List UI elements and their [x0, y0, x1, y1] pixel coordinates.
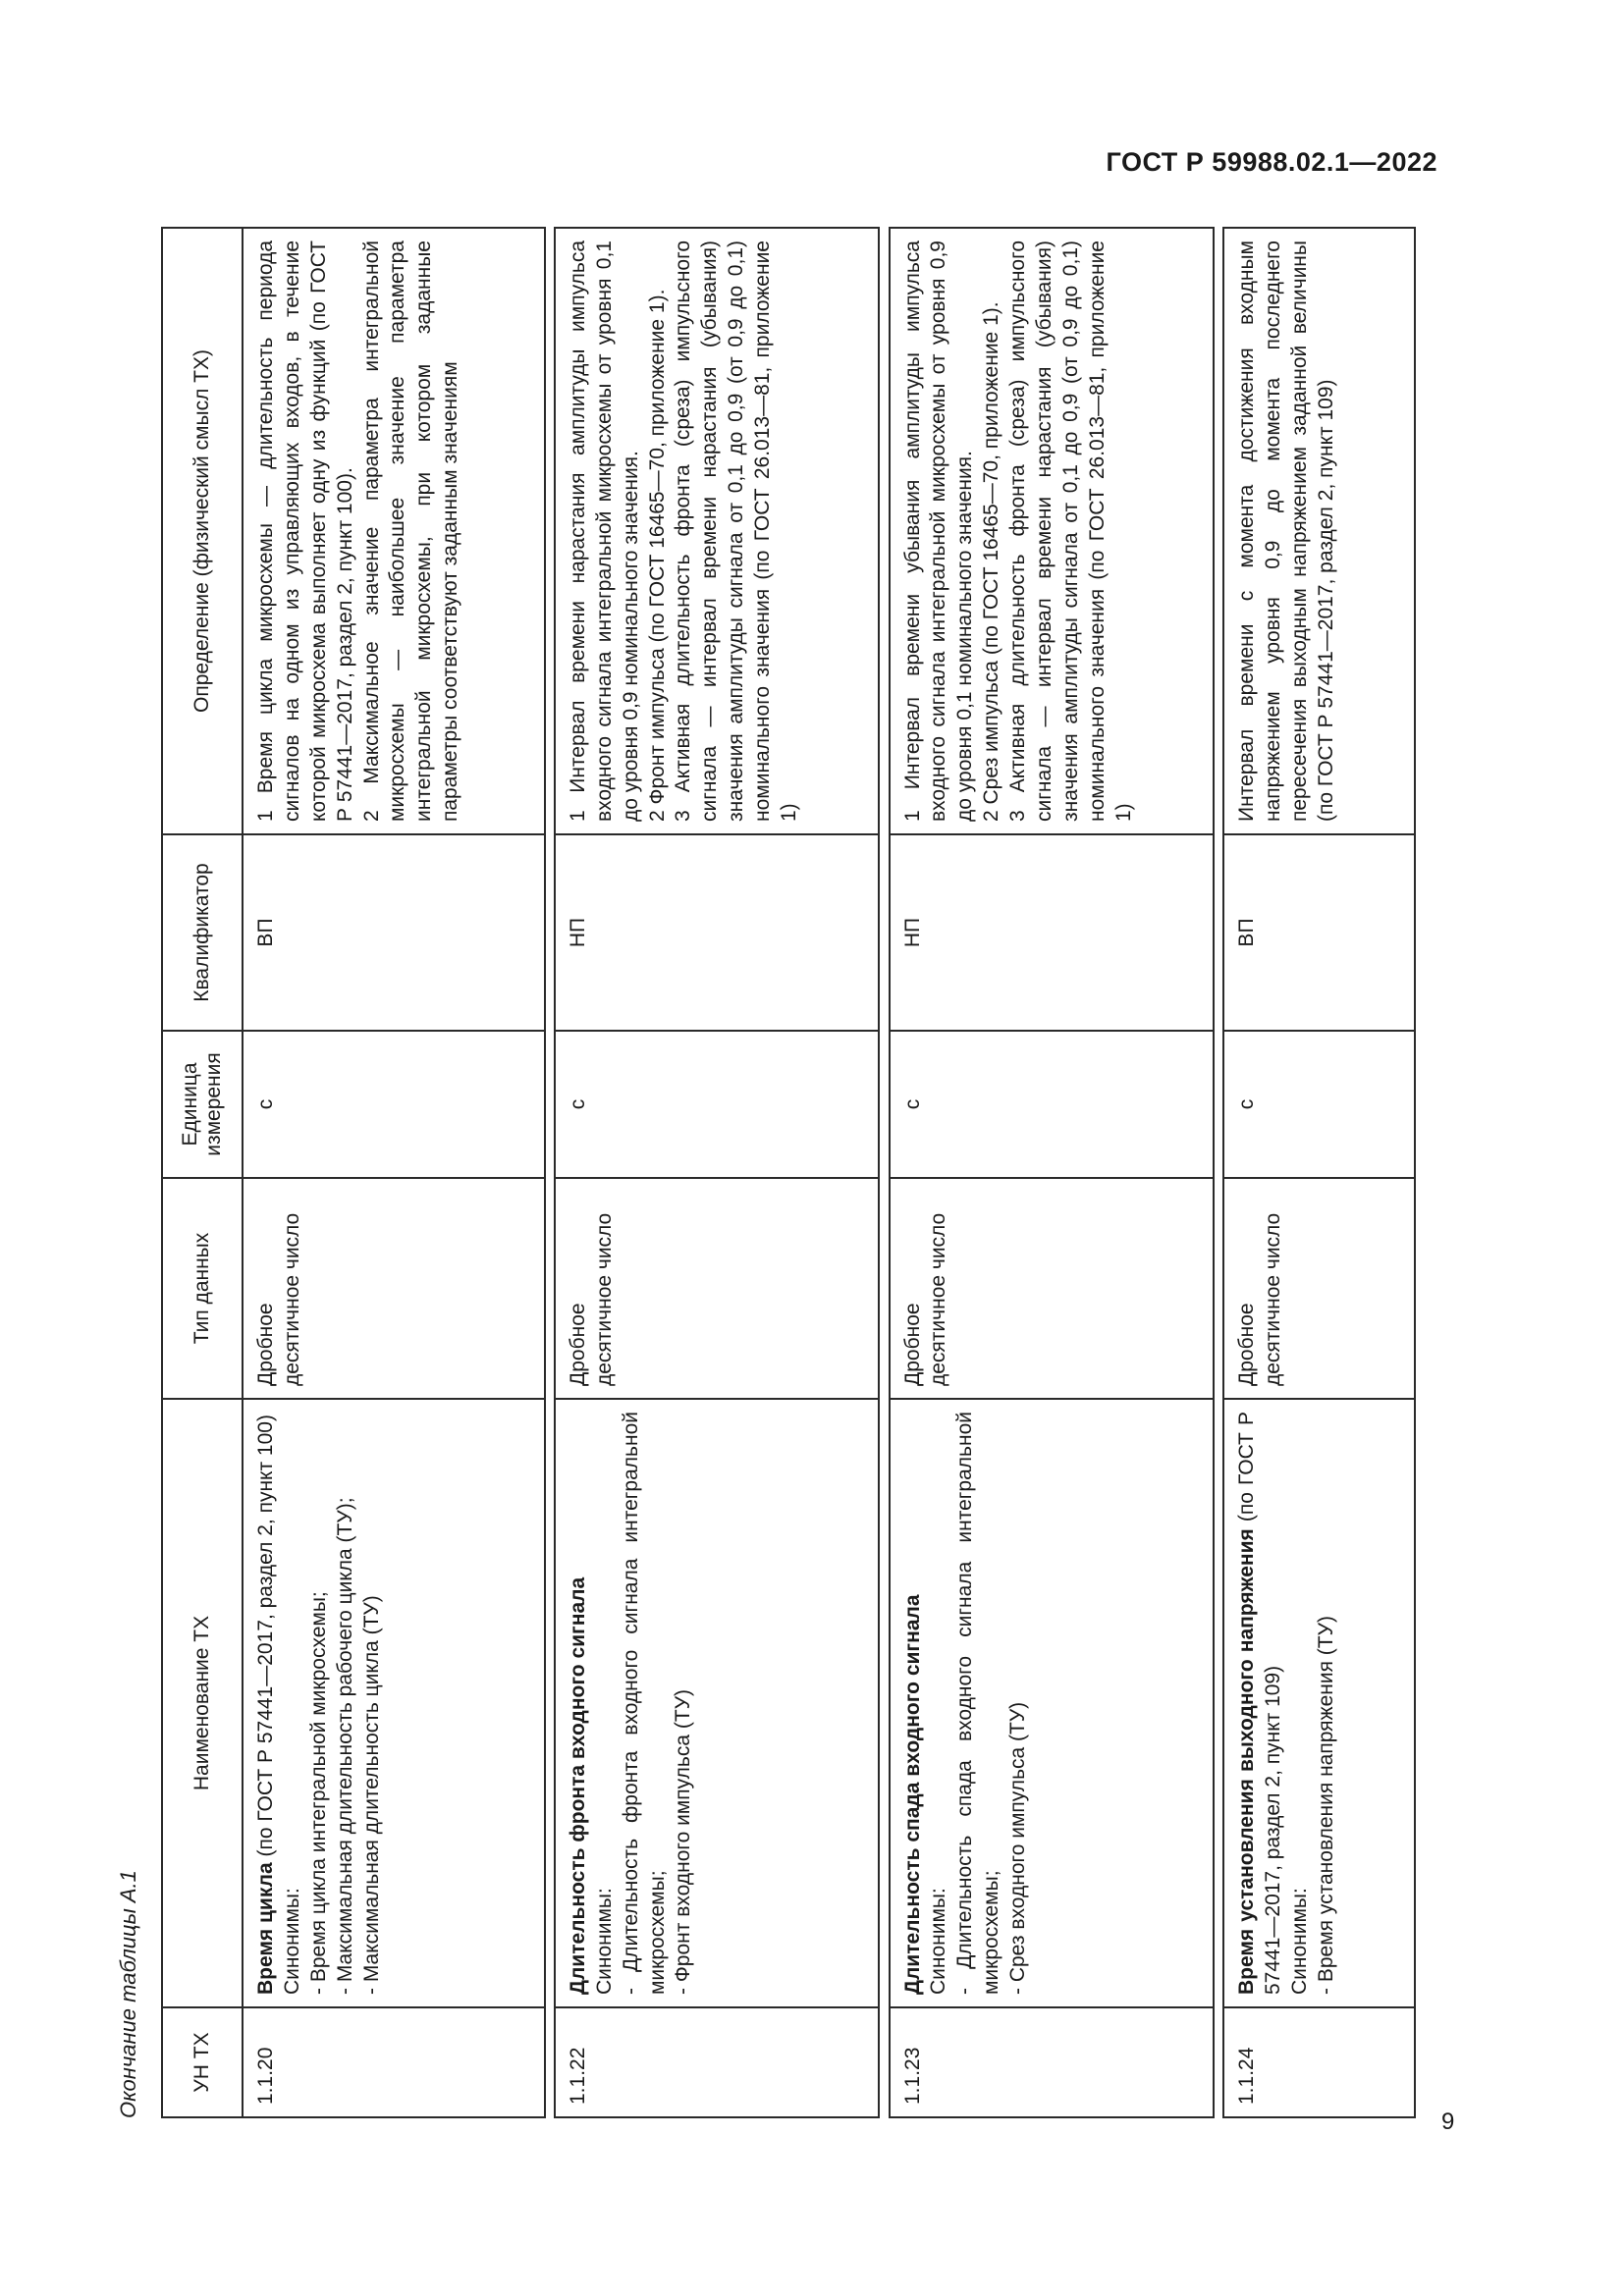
header-code: УН ТХ	[162, 2007, 243, 2117]
definition-item: 3 Активная длительность фронта (среза) импульсного сигнала — интервал времени нарастания (убывания) значения амплитуды сигнала от 0,1 до 0,9 (от 0,9 до 0,1) номинального значения (по ГОСТ 26.013—81, приложение 1)	[1006, 240, 1135, 822]
cell-definition	[243, 228, 545, 834]
cell-name	[890, 1399, 1214, 2007]
name-rest: (по ГОСТ Р 57441—2017, раздел 2, пункт 100)	[254, 1415, 277, 1863]
characteristics-table	[161, 227, 1416, 2118]
synonym-item: - Срез входного импульса (ТУ)	[1006, 1701, 1030, 1995]
table-header-row	[162, 228, 243, 2117]
cell-qualifier: НП	[555, 834, 879, 1031]
header-qualifier: Квалификатор	[162, 834, 243, 1031]
document-number-header: ГОСТ Р 59988.02.1—2022	[1106, 147, 1437, 177]
cell-code: 1.1.24	[1223, 2007, 1415, 2117]
header-name: Наименование ТХ	[162, 1399, 243, 2007]
cell-unit: с	[890, 1031, 1214, 1178]
row-separator	[879, 228, 889, 2117]
table-row	[890, 228, 1214, 2117]
cell-qualifier: ВП	[243, 834, 545, 1031]
name-rest: (по ГОСТ Р 57441—2017, раздел 2, пункт 109)	[1235, 1412, 1284, 1995]
synonyms-label: Синонимы:	[592, 1888, 616, 1995]
table-row	[555, 228, 879, 2117]
cell-code: 1.1.22	[555, 2007, 879, 2117]
cell-code: 1.1.23	[890, 2007, 1214, 2117]
synonyms-label: Синонимы:	[1287, 1888, 1311, 1995]
cell-definition	[1223, 228, 1415, 834]
cell-qualifier: ВП	[1223, 834, 1415, 1031]
definition-item: 1 Интервал времени нарастания амплитуды импульса входного сигнала интегральной микросхемы от уровня 0,1 до уровня 0,9 номинального значения.	[566, 240, 642, 822]
table-caption: Окончание таблицы А.1	[116, 1870, 140, 2118]
name-bold: Длительность фронта входного сигнала	[566, 1576, 589, 1995]
cell-definition	[555, 228, 879, 834]
definition-item: 1 Время цикла микросхемы — длительность периода сигналов на одном из управляющих входов, в течение которой микросхема выполняет одну из функций (по ГОСТ Р 57441—2017, раздел 2, пункт 100).	[254, 240, 356, 822]
page-number: 9	[1441, 2109, 1455, 2135]
name-bold: Длительность спада входного сигнала	[900, 1594, 924, 1995]
synonym-item: - Длительность фронта входного сигнала интегральной микросхемы;	[619, 1412, 669, 1995]
cell-unit: с	[243, 1031, 545, 1178]
synonym-item: - Время установления напряжения (ТУ)	[1314, 1616, 1337, 1995]
header-unit: Единица измерения	[162, 1031, 243, 1178]
table-row	[243, 228, 545, 2117]
header-type: Тип данных	[162, 1178, 243, 1399]
row-separator	[1214, 228, 1223, 2117]
synonym-item: - Максимальная длительность цикла (ТУ)	[359, 1595, 383, 1995]
header-definition: Определение (физический смысл ТХ)	[162, 228, 243, 834]
cell-name	[1223, 1399, 1415, 2007]
cell-unit: с	[555, 1031, 879, 1178]
synonyms-label: Синонимы:	[927, 1888, 950, 1995]
cell-name	[555, 1399, 879, 2007]
cell-unit: с	[1223, 1031, 1415, 1178]
definition-item: Интервал времени с момента достижения входным напряжением уровня 0,9 до момента последнего пересечения выходным напряжением заданной величины (по ГОСТ Р 57441—2017, раздел 2, пункт 109)	[1235, 240, 1337, 822]
cell-type: Дробное десятичное число	[1223, 1178, 1415, 1399]
definition-item: 2 Максимальное значение параметра интегральной микросхемы — наибольшее значение параметра интегральной микросхемы, при котором заданные параметры соответствуют заданным значениям	[359, 240, 462, 822]
row-separator	[545, 228, 555, 2117]
cell-qualifier: НП	[890, 834, 1214, 1031]
synonym-item: - Время цикла интегральной микросхемы;	[306, 1591, 330, 1995]
name-bold: Время установления выходного напряжения	[1235, 1528, 1259, 1995]
cell-code: 1.1.20	[243, 2007, 545, 2117]
synonym-item: - Фронт входного импульса (ТУ)	[672, 1688, 695, 1995]
synonyms-label: Синонимы:	[280, 1888, 303, 1995]
synonym-item: - Длительность спада входного сигнала интегральной микросхемы;	[953, 1412, 1003, 1995]
synonym-item: - Максимальная длительность рабочего цикла (ТУ);	[333, 1497, 356, 1995]
definition-item: 1 Интервал времени убывания амплитуды импульса входного сигнала интегральной микросхемы от уровня 0,9 до уровня 0,1 номинального значения.	[900, 240, 977, 822]
definition-item: 2 Срез импульса (по ГОСТ 16465—70, приложение 1).	[980, 301, 1003, 822]
rotated-table-block	[108, 229, 1416, 2118]
cell-type: Дробное десятичное число	[555, 1178, 879, 1399]
cell-type: Дробное десятичное число	[890, 1178, 1214, 1399]
table-row	[1223, 228, 1415, 2117]
cell-name	[243, 1399, 545, 2007]
name-bold: Время цикла	[254, 1862, 277, 1995]
cell-type: Дробное десятичное число	[243, 1178, 545, 1399]
cell-definition	[890, 228, 1214, 834]
definition-item: 3 Активная длительность фронта (среза) импульсного сигнала — интервал времени нарастания (убывания) значения амплитуды сигнала от 0,1 до 0,9 (от 0,9 до 0,1) номинального значения (по ГОСТ 26.013—81, приложение 1)	[672, 240, 800, 822]
definition-item: 2 Фронт импульса (по ГОСТ 16465—70, приложение 1).	[645, 289, 669, 822]
